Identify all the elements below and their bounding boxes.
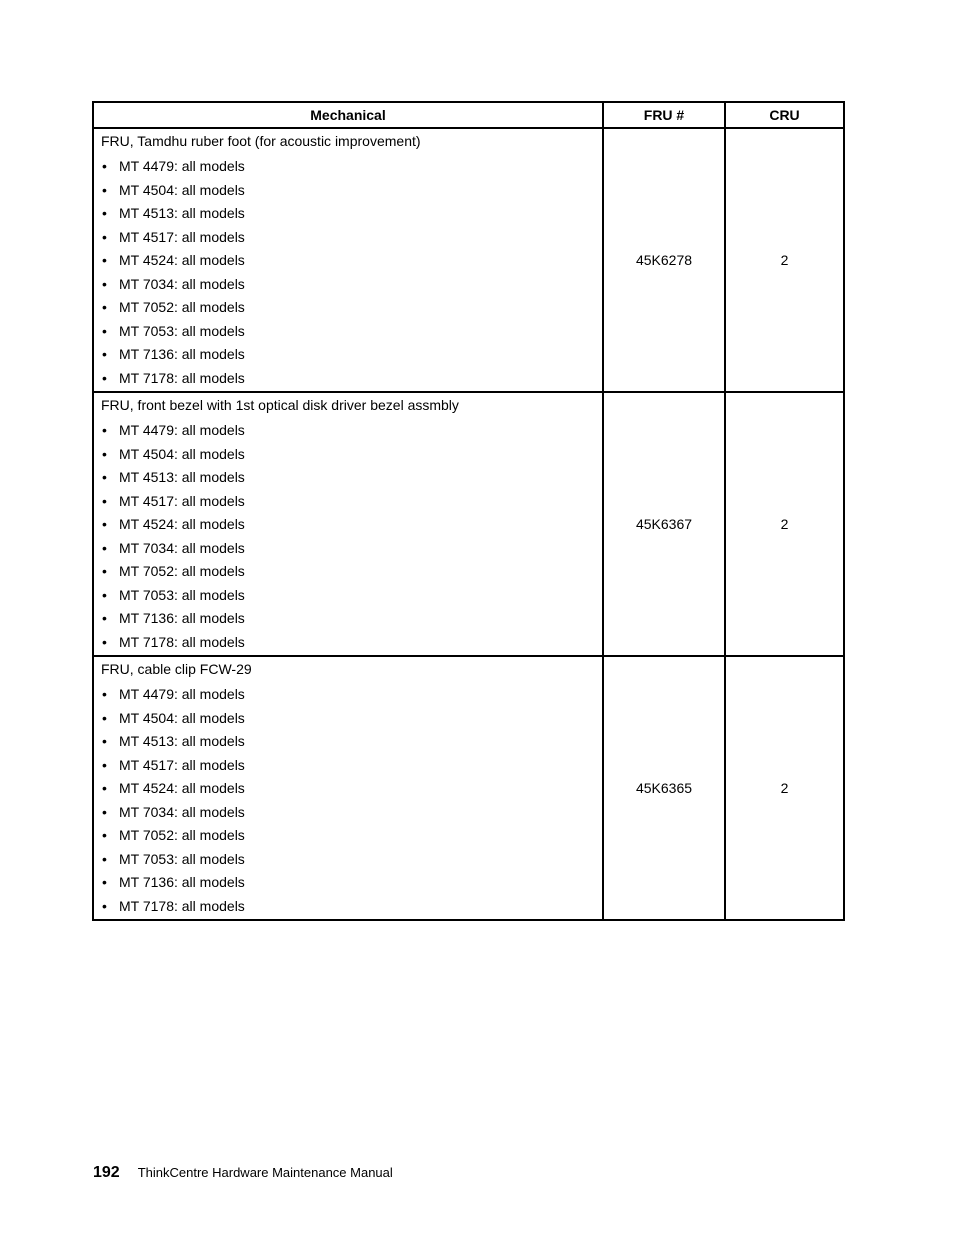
table-body <box>93 128 844 920</box>
model-label: MT 7034: all models <box>119 803 245 820</box>
model-list <box>101 419 602 654</box>
model-label: MT 4504: all models <box>119 445 245 462</box>
list-item <box>101 155 602 179</box>
list-item <box>101 466 602 490</box>
list-item <box>101 537 602 561</box>
page-footer <box>93 1164 393 1182</box>
model-label: MT 4524: all models <box>119 252 245 268</box>
table-row <box>93 128 844 392</box>
bullet-icon: • <box>102 346 107 362</box>
model-label: MT 7052: all models <box>119 563 245 579</box>
model-label: MT 4504: all models <box>119 709 245 726</box>
model-label: MT 7052: all models <box>119 299 245 315</box>
list-item <box>101 513 602 537</box>
bullet-icon: • <box>102 897 107 914</box>
bullet-icon: • <box>102 803 107 820</box>
bullet-icon: • <box>102 610 107 626</box>
model-label: MT 4504: all models <box>119 181 245 198</box>
header-mechanical: Mechanical <box>93 102 603 128</box>
bullet-icon: • <box>102 228 107 245</box>
model-label: MT 4479: all models <box>119 422 245 438</box>
table-row <box>93 392 844 656</box>
bullet-icon: • <box>102 709 107 726</box>
model-label: MT 4513: all models <box>119 469 245 485</box>
bullet-icon: • <box>102 686 107 702</box>
list-item <box>101 607 602 631</box>
model-label: MT 4517: all models <box>119 228 245 245</box>
list-item <box>101 895 602 919</box>
list-item <box>101 730 602 754</box>
list-item <box>101 179 602 203</box>
row-description <box>93 128 603 392</box>
model-label: MT 4479: all models <box>119 686 245 702</box>
fru-number: 45K6365 <box>603 656 725 920</box>
model-label: MT 4517: all models <box>119 492 245 509</box>
bullet-icon: • <box>102 850 107 867</box>
bullet-icon: • <box>102 539 107 556</box>
model-label: MT 7136: all models <box>119 346 245 362</box>
bullet-icon: • <box>102 469 107 485</box>
header-fru: FRU # <box>603 102 725 128</box>
bullet-icon: • <box>102 586 107 603</box>
bullet-icon: • <box>102 516 107 532</box>
model-label: MT 7178: all models <box>119 369 245 386</box>
list-item <box>101 777 602 801</box>
bullet-icon: • <box>102 874 107 890</box>
list-item <box>101 490 602 514</box>
bullet-icon: • <box>102 756 107 773</box>
fru-number: 45K6367 <box>603 392 725 656</box>
manual-title: ThinkCentre Hardware Maintenance Manual <box>137 1165 393 1180</box>
model-label: MT 4479: all models <box>119 158 245 174</box>
page-number: 192 <box>93 1164 120 1181</box>
list-item <box>101 273 602 297</box>
model-label: MT 4524: all models <box>119 516 245 532</box>
list-item <box>101 226 602 250</box>
row-description <box>93 392 603 656</box>
list-item <box>101 320 602 344</box>
list-item <box>101 343 602 367</box>
bullet-icon: • <box>102 492 107 509</box>
bullet-icon: • <box>102 158 107 174</box>
bullet-icon: • <box>102 252 107 268</box>
list-item <box>101 584 602 608</box>
list-item <box>101 871 602 895</box>
bullet-icon: • <box>102 422 107 438</box>
bullet-icon: • <box>102 299 107 315</box>
list-item <box>101 249 602 273</box>
row-title: FRU, front bezel with 1st optical disk driver bezel assmbly <box>101 397 459 413</box>
bullet-icon: • <box>102 181 107 198</box>
model-label: MT 7178: all models <box>119 633 245 650</box>
bullet-icon: • <box>102 780 107 796</box>
bullet-icon: • <box>102 322 107 339</box>
model-label: MT 7034: all models <box>119 275 245 292</box>
list-item <box>101 367 602 391</box>
row-description <box>93 656 603 920</box>
bullet-icon: • <box>102 205 107 221</box>
list-item <box>101 754 602 778</box>
model-label: MT 7052: all models <box>119 827 245 843</box>
bullet-icon: • <box>102 733 107 749</box>
model-label: MT 7034: all models <box>119 539 245 556</box>
model-label: MT 7178: all models <box>119 897 245 914</box>
list-item <box>101 443 602 467</box>
bullet-icon: • <box>102 275 107 292</box>
list-item <box>101 296 602 320</box>
list-item <box>101 202 602 226</box>
model-label: MT 4513: all models <box>119 733 245 749</box>
header-cru: CRU <box>725 102 844 128</box>
bullet-icon: • <box>102 563 107 579</box>
model-list <box>101 683 602 918</box>
list-item <box>101 848 602 872</box>
list-item <box>101 707 602 731</box>
cru-value: 2 <box>725 128 844 392</box>
model-label: MT 4513: all models <box>119 205 245 221</box>
bullet-icon: • <box>102 445 107 462</box>
model-label: MT 4517: all models <box>119 756 245 773</box>
model-label: MT 7053: all models <box>119 322 245 339</box>
list-item <box>101 560 602 584</box>
list-item <box>101 631 602 655</box>
fru-number: 45K6278 <box>603 128 725 392</box>
parts-table <box>92 101 845 921</box>
list-item <box>101 824 602 848</box>
list-item <box>101 801 602 825</box>
cru-value: 2 <box>725 392 844 656</box>
table-header-row <box>93 102 844 128</box>
list-item <box>101 683 602 707</box>
bullet-icon: • <box>102 633 107 650</box>
model-label: MT 7053: all models <box>119 850 245 867</box>
row-title: FRU, cable clip FCW-29 <box>101 661 252 677</box>
model-label: MT 7136: all models <box>119 610 245 626</box>
row-title: FRU, Tamdhu ruber foot (for acoustic improvement) <box>101 133 421 149</box>
model-label: MT 4524: all models <box>119 780 245 796</box>
table-row <box>93 656 844 920</box>
model-label: MT 7053: all models <box>119 586 245 603</box>
bullet-icon: • <box>102 827 107 843</box>
bullet-icon: • <box>102 369 107 386</box>
model-list <box>101 155 602 390</box>
model-label: MT 7136: all models <box>119 874 245 890</box>
cru-value: 2 <box>725 656 844 920</box>
list-item <box>101 419 602 443</box>
